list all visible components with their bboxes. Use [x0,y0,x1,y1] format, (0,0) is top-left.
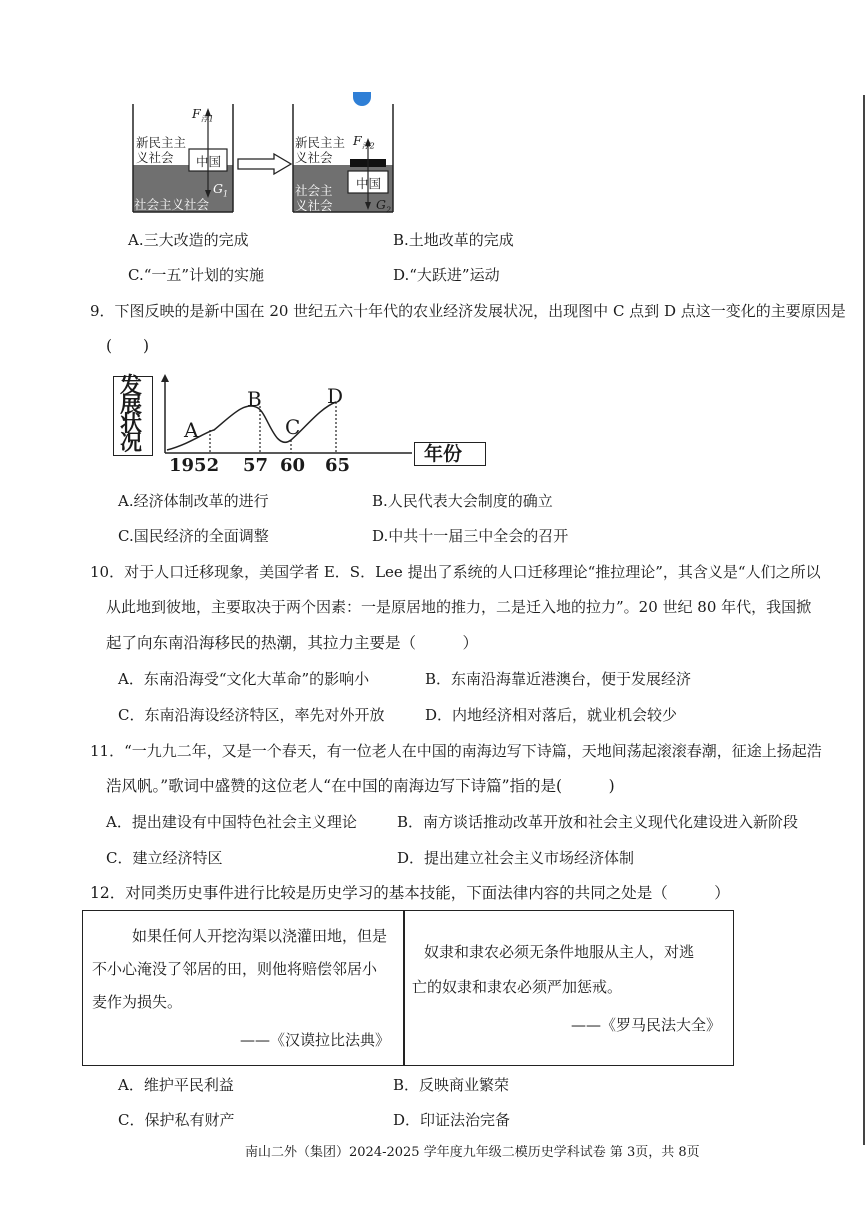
right-force-top: $F_{浮2}$ [353,133,375,151]
q9-option-d[interactable]: D.中共十一届三中全会的召开 [372,527,569,545]
q10-option-c[interactable]: C．东南沿海设经济特区，率先对外开放 [118,706,385,724]
y-label-char-2: 展 [120,392,143,418]
q9-stem-line-1: 9．下图反映的是新中国在 20 世纪五六十年代的农业经济发展状况，出现图中 C 点到 D 点这一变化的主要原因是 [90,302,846,320]
q10-stem-line-2: 从此地到彼地，主要取决于两个因素：一是原居地的推力，二是迁入地的拉力”。20 世纪 80 年代，我国掀 [106,598,812,616]
q11-option-a[interactable]: A．提出建设有中国特色社会主义理论 [106,813,357,831]
q9-option-b[interactable]: B.人民代表大会制度的确立 [372,492,553,510]
x-label: 年份 [424,443,463,465]
tick-60: 60 [280,455,306,476]
y-label-char-3: 状 [120,411,143,437]
left-force-top: $F_{浮1}$ [192,106,214,124]
q11-option-b[interactable]: B．南方谈话推动改革开放和社会主义现代化建设进入新阶段 [397,813,799,831]
right-lower-label-2: 义社会 [295,198,333,213]
left-force-bottom: $G_1$ [213,181,229,199]
left-law-source: ——《汉谟拉比法典》 [240,1031,391,1049]
y-label-char-1: 发 [120,373,143,399]
left-law-line-2: 不小心淹没了邻居的田，则他将赔偿邻居小 [92,960,378,978]
right-law-source: ——《罗马民法大全》 [571,1016,722,1034]
right-box-label: 中国 [356,176,382,191]
right-law-line-2: 亡的奴隶和隶农必须严加惩戒。 [412,978,623,996]
y-label-char-4: 况 [120,430,143,456]
q11-stem-line-1: 11．“一九九二年，又是一个春天，有一位老人在中国的南海边写下诗篇，天地间荡起滚滚春潮，征途上扬起浩 [90,742,822,760]
right-upper-label-2: 义社会 [295,150,333,165]
q9-option-c[interactable]: C.国民经济的全面调整 [118,527,269,545]
q12-option-a[interactable]: A．维护平民利益 [118,1076,234,1094]
q12-option-b[interactable]: B．反映商业繁荣 [393,1076,510,1094]
q8-option-b[interactable]: B.土地改革的完成 [393,231,514,249]
q10-option-d[interactable]: D．内地经济相对落后，就业机会较少 [425,706,678,724]
law-table-divider [403,911,405,1065]
q10-stem-line-1: 10．对于人口迁移现象，美国学者 E．S．Lee 提出了系统的人口迁移理论“推拉理论”，其含义是“人们之所以 [90,563,821,581]
q10-option-a[interactable]: A．东南沿海受“文化大革命”的影响小 [118,670,370,688]
q9-stem-line-2: ( ) [106,337,150,355]
point-label-c: C [285,415,301,439]
q10-option-b[interactable]: B．东南沿海靠近港澳台，便于发展经济 [425,670,692,688]
q12-option-d[interactable]: D．印证法治完备 [393,1111,511,1129]
point-label-d: D [327,384,344,408]
q12-option-c[interactable]: C．保护私有财产 [118,1111,235,1129]
q12-stem: 12．对同类历史事件进行比较是历史学习的基本技能，下面法律内容的共同之处是（ ） [90,884,730,902]
point-label-a: A [184,418,199,442]
q8-option-d[interactable]: D.“大跃进”运动 [393,266,500,284]
q9-option-a[interactable]: A.经济体制改革的进行 [118,492,269,510]
right-lower-label-1: 社会主 [295,183,333,198]
q11-option-d[interactable]: D．提出建立社会主义市场经济体制 [397,849,635,867]
transition-arrow-icon [236,152,294,176]
right-law-line-1: 奴隶和隶农必须无条件地服从主人，对逃 [424,943,695,961]
q11-option-c[interactable]: C．建立经济特区 [106,849,223,867]
right-force-bottom: $G_2$ [376,197,392,215]
left-box-label: 中国 [196,154,222,169]
q11-stem-line-2: 浩风帆。”歌词中盛赞的这位老人“在中国的南海边写下诗篇”指的是( ) [106,777,615,795]
left-law-line-3: 麦作为损失。 [92,993,183,1011]
q8-option-c[interactable]: C.“一五”计划的实施 [128,266,265,284]
tick-65: 65 [325,455,351,476]
q8-option-a[interactable]: A.三大改造的完成 [128,231,249,249]
left-upper-label-1: 新民主主 [136,135,187,150]
page-edge-line [863,95,865,1145]
q10-stem-line-3: 起了向东南沿海移民的热潮，其拉力主要是（ ） [106,634,479,652]
page-footer: 南山二外（集团）2024-2025 学年度九年级二模历史学科试卷 第 3页，共 8页 [245,1145,700,1160]
tick-1952: 1952 [169,455,220,476]
left-law-line-1: 如果任何人开挖沟渠以浇灌田地，但是 [132,927,388,945]
left-upper-label-2: 义社会 [136,150,174,165]
point-label-b: B [247,387,262,411]
tick-57: 57 [243,455,269,476]
right-upper-label-1: 新民主主 [295,135,346,150]
left-lower-label: 社会主义社会 [134,197,210,212]
